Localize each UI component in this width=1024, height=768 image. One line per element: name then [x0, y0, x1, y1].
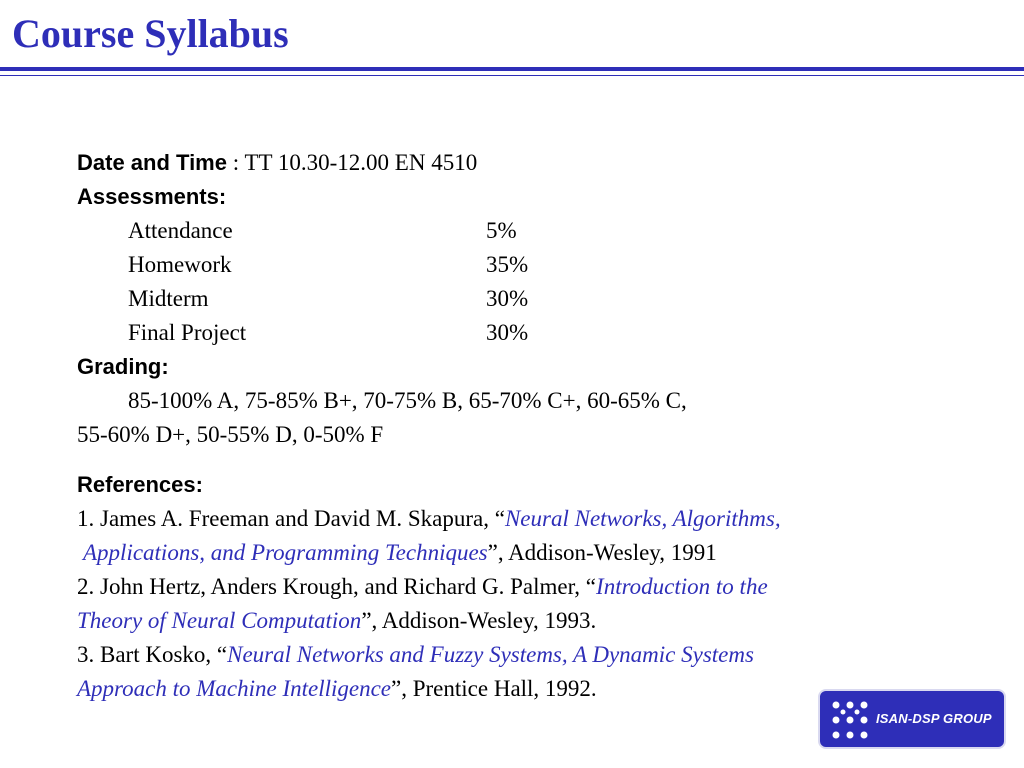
reference-title: Neural Networks, Algorithms, [504, 506, 781, 531]
logo-text: ISAN-DSP GROUP [876, 711, 992, 726]
reference-item-2-line-2 [77, 604, 977, 638]
reference-suffix: ”, Addison-Wesley, 1991 [487, 540, 717, 565]
reference-title: Introduction to the [596, 574, 768, 599]
assessment-weight: 5% [486, 218, 517, 243]
group-logo [818, 689, 1006, 749]
reference-suffix: ”, Addison-Wesley, 1993. [361, 608, 597, 633]
reference-suffix: ”, Prentice Hall, 1992. [391, 676, 597, 701]
reference-prefix: 3. Bart Kosko, “ [77, 642, 228, 667]
references-heading: References: [77, 472, 203, 497]
assessment-weight: 30% [486, 320, 529, 345]
assessment-row [77, 214, 977, 248]
title-divider-thick [0, 67, 1024, 71]
reference-title: Approach to Machine Intelligence [77, 676, 392, 701]
reference-item-1-line-1 [77, 502, 977, 536]
assessment-weight: 35% [486, 252, 529, 277]
schedule-value: : TT 10.30-12.00 EN 4510 [226, 150, 478, 175]
schedule-label: Date and Time [77, 150, 227, 175]
assessment-name: Attendance [128, 218, 233, 243]
reference-item-2-line-1 [77, 570, 977, 604]
slide-title: Course Syllabus [12, 11, 289, 56]
reference-prefix: 1. James A. Freeman and David M. Skapura, “ [77, 506, 505, 531]
grading-heading: Grading: [77, 354, 169, 379]
assessments-heading: Assessments: [77, 184, 227, 209]
reference-item-1-line-2 [77, 536, 977, 570]
assessment-name: Final Project [128, 320, 247, 345]
assessment-row [77, 282, 977, 316]
grading-scale-line-1: 85-100% A, 75-85% B+, 70-75% B, 65-70% C+, 60-65% C, [128, 388, 687, 413]
reference-prefix: 2. John Hertz, Anders Krough, and Richard G. Palmer, “ [77, 574, 597, 599]
grading-scale-line-2: 55-60% D+, 50-55% D, 0-50% F [77, 422, 384, 447]
assessment-name: Homework [128, 252, 232, 277]
reference-title: Applications, and Programming Techniques [83, 540, 488, 565]
title-divider-thin [0, 75, 1024, 76]
assessment-row [77, 316, 977, 350]
schedule-line [77, 146, 977, 180]
reference-item-3-line-1 [77, 638, 977, 672]
slide-content [77, 146, 977, 706]
dot-grid-icon [830, 699, 880, 743]
assessment-weight: 30% [486, 286, 529, 311]
assessment-name: Midterm [128, 286, 209, 311]
reference-title: Theory of Neural Computation [77, 608, 362, 633]
assessment-row [77, 248, 977, 282]
reference-title: Neural Networks and Fuzzy Systems, A Dynamic Systems [227, 642, 754, 667]
